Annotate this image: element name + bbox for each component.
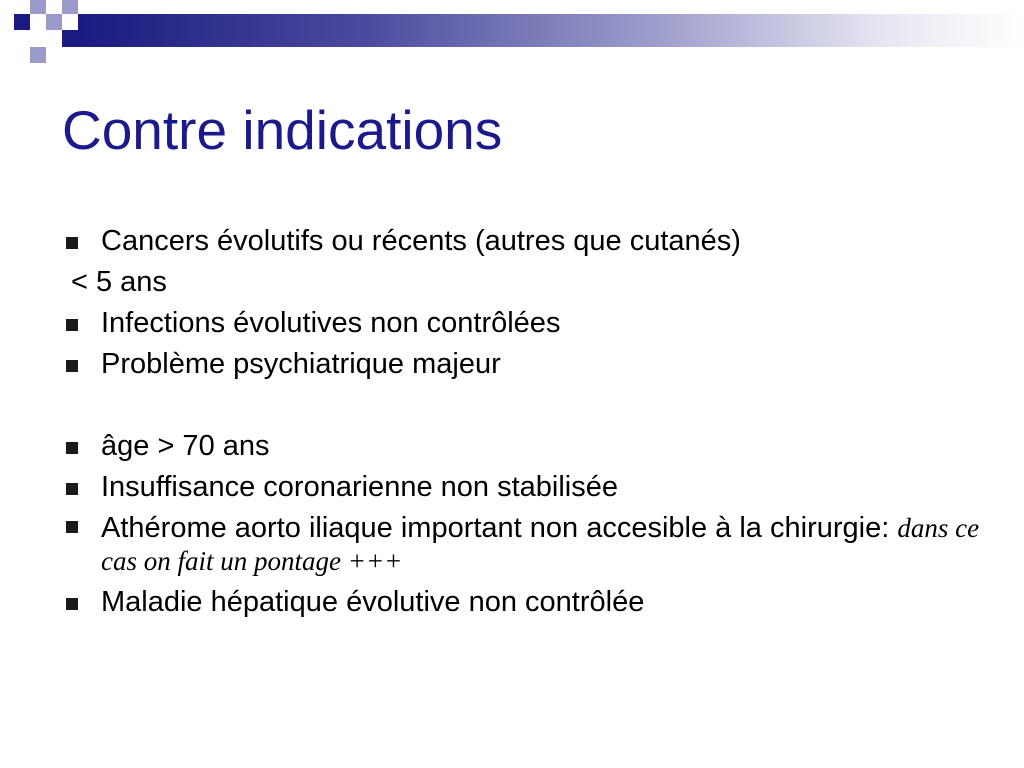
list-item-text: Athérome aorto iliaque important non accesible à la chirurgie: xyxy=(101,512,898,544)
decor-gradient-bar xyxy=(78,14,1024,47)
slide-title: Contre indications xyxy=(62,99,503,161)
list-item xyxy=(62,426,992,467)
square-bullet-icon xyxy=(66,483,78,495)
decor-square xyxy=(62,30,78,47)
square-bullet-icon xyxy=(66,360,78,372)
square-bullet-icon xyxy=(66,319,78,331)
square-bullet-icon xyxy=(66,237,78,249)
square-bullet-icon xyxy=(66,521,78,533)
spacer xyxy=(62,385,992,426)
list-continuation: < 5 ans xyxy=(71,266,167,298)
square-bullet-icon xyxy=(66,442,78,454)
decor-square xyxy=(30,47,46,63)
list-item-text: Insuffisance coronarienne non stabilisée xyxy=(101,471,618,503)
list-item xyxy=(62,582,992,623)
decor-square xyxy=(62,0,78,14)
list-item xyxy=(62,508,992,582)
list-item-text: Problème psychiatrique majeur xyxy=(101,348,501,380)
list-item-text: âge > 70 ans xyxy=(101,430,270,462)
list-item-text: Cancers évolutifs ou récents (autres que cutanés) xyxy=(101,225,741,257)
list-item xyxy=(62,303,992,344)
decor-square xyxy=(46,14,62,30)
list-item xyxy=(62,344,992,385)
list-item-note: dans ce cas on fait un pontage +++ xyxy=(101,513,980,576)
bullet-list xyxy=(62,221,992,623)
list-item-text: Infections évolutives non contrôlées xyxy=(101,307,561,339)
list-item xyxy=(62,467,992,508)
list-item-text: Maladie hépatique évolutive non contrôlée xyxy=(101,586,645,618)
square-bullet-icon xyxy=(66,598,78,610)
list-item xyxy=(62,221,992,262)
header-decoration xyxy=(0,0,1024,70)
decor-square xyxy=(30,0,46,14)
decor-square xyxy=(14,14,30,30)
